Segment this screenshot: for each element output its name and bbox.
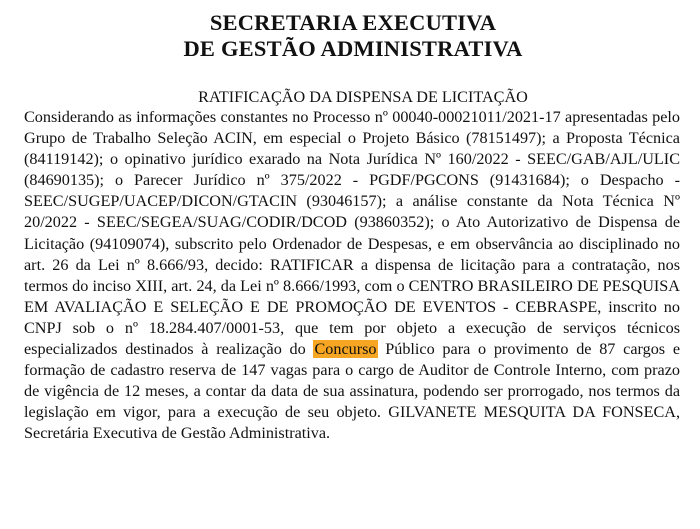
paragraph-text-after-highlight: Público para o provimento de 87 cargos e formação de cadastro reserva de 147 vagas para o cargo de Auditor de Controle Interno, com prazo de vigência de 12 meses, a contar da data de sua assinatura, podendo ser prorrogado, nos termos da legislação em vigor, para a execução de seu objeto. GILVANETE MESQUITA DA FONSECA, Secretária Executiva de Gestão Administrativa. [24,340,681,443]
paragraph-text-before-highlight: Considerando as informações constantes no Processo nº 00040-00021011/2021-17 apresentadas pelo Grupo de Trabalho Seleção ACIN, em especial o Projeto Básico (78151497); a Proposta Técnica (84119142); o opinativo jurídico exarado na Nota Jurídica Nº 160/2022 - SEEC/GAB/AJL/ULIC (84690135); o Parecer Jurídico nº 375/2022 - PGDF/PGCONS (91431684); o Despacho - SEEC/SUGEP/UACEP/DICON/GTACIN (93046157); a análise constante da Nota Técnica Nº 20/2022 - SEEC/SEGEA/SUAG/CODIR/DCOD (93860352); o Ato Autorizativo de Dispensa de Licitação (94109074), subscrito pelo Ordenador de Despesas, e em observância ao disciplinado no art. 26 da Lei nº 8.666/93, decido: RATIFICAR a dispensa de licitação para a contratação, nos termos do inciso XIII, art. 24, da Lei nº 8.666/1993, com o CENTRO BRASILEIRO DE PESQUISA EM AVALIAÇÃO E SELEÇÃO E DE PROMOÇÃO DE EVENTOS - CEBRASPE, inscrito no CNPJ sob o nº 18.284.407/0001-53, que tem por objeto a execução de serviços técnicos especializados destinados à realização do [24,108,680,359]
document-subtitle: RATIFICAÇÃO DA DISPENSA DE LICITAÇÃO [198,88,528,106]
header-line-2: DE GESTÃO ADMINISTRATIVA [183,36,523,61]
ratification-paragraph [24,107,682,445]
header-line-1: SECRETARIA EXECUTIVA [209,10,497,35]
highlighted-search-term: Concurso [314,340,377,359]
